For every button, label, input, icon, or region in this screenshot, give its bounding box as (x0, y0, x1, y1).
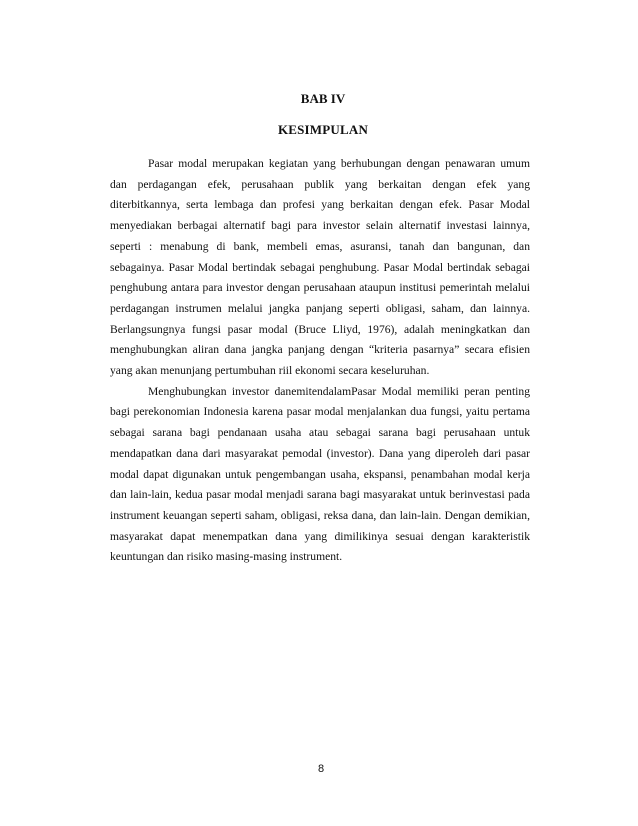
page-number: 8 (317, 763, 325, 775)
chapter-title: KESIMPULAN (277, 122, 369, 137)
paragraph-1: Pasar modal merupakan kegiatan yang berhubungan dengan penawaran umum dan perdagangan efek, perusahaan publik yang berkaitan dengan efek yang diterbitkannya, serta lembaga dan profesi yang berkaitan dengan efek. Pasar Modal menyediakan berbagai alternatif bagi para investor selain alternatif investasi lainnya, seperti : menabung di bank, membeli emas, asuransi, tanah dan bangunan, dan sebagainya. Pasar Modal bertindak sebagai penghubung. Pasar Modal bertindak sebagai penghubung antara para investor dengan perusahaan ataupun institusi pemerintah melalui perdagangan instrumen melalui jangka panjang seperti obligasi, saham, dan lainnya. Berlangsungnya fungsi pasar modal (Bruce Lliyd, 1976), adalah meningkatkan dan menghubungkan aliran dana jangka panjang dengan “kriteria pasarnya” secara efisien yang akan menunjang pertumbuhan riil ekonomi secara keseluruhan. (110, 157, 530, 378)
body-text (110, 154, 530, 568)
chapter-number: BAB IV (300, 91, 346, 106)
paragraph-2: Menghubungkan investor danemitendalamPasar Modal memiliki peran penting bagi perekonomian Indonesia karena pasar modal menjalankan dua fungsi, yaitu pertama sebagai sarana bagi pendanaan usaha atau sebagai sarana bagi perusahaan untuk mendapatkan dana dari masyarakat pemodal (investor). Dana yang diperoleh dari pasar modal dapat digunakan untuk pengembangan usaha, ekspansi, penambahan modal kerja dan lain-lain, kedua pasar modal menjadi sarana bagi masyarakat untuk berinvestasi pada instrument keuangan seperti saham, obligasi, reksa dana, dan lain-lain. Dengan demikian, masyarakat dapat menempatkan dana yang dimilikinya sesuai dengan karakteristik keuntungan dan risiko masing-masing instrument. (110, 384, 530, 564)
